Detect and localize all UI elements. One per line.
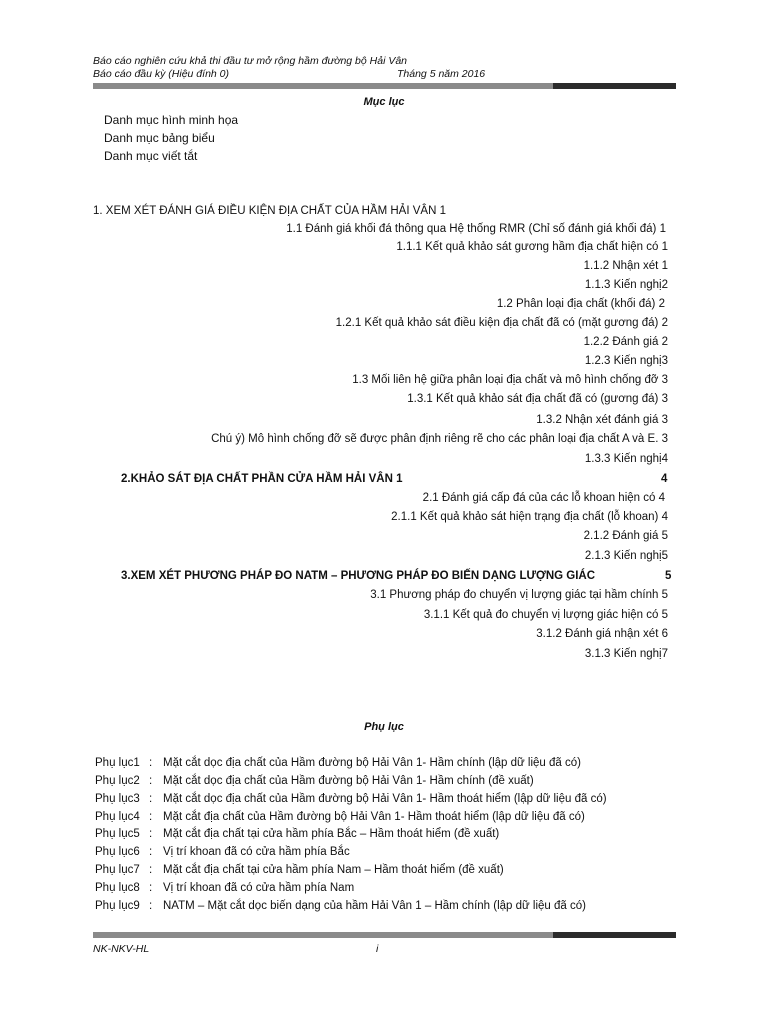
toc-entry[interactable]: 3.1 Phương pháp đo chuyển vị lượng giác tại hầm chính 5 <box>370 589 668 601</box>
toc-entry[interactable]: 1.3.2 Nhận xét đánh giá 3 <box>536 414 668 426</box>
front-item-tables[interactable]: Danh mục bảng biểu <box>104 131 215 145</box>
toc-title: Mục lục <box>363 96 405 108</box>
toc-page-number: 5 <box>665 570 672 582</box>
document-page: Báo cáo nghiên cứu khả thi đầu tư mở rộng hầm đường bộ Hải Vân Báo cáo đầu kỳ (Hiệu đính 0) Tháng 5 năm 2016 Mục lục Danh mục hình minh họa Danh mục bảng biểu Danh mục viết tắt 1. XEM XÉT ĐÁNH GIÁ ĐIỀU KIỆN ĐỊA CHẤT CỦA HẦM HẢI VÂN 1 1.1 Đánh giá khối đá thông qua Hệ thống RMR (Chỉ số đánh giá khối đá) 1 1.1.1 Kết quả khảo sát gương hầm địa chất hiện có 1 1.1.2 Nhận xét 1 1.1.3 Kiến nghị2 1.2 Phân loại địa chất (khối đá) 2 1.2.1 Kết quả khảo sát điều kiện địa chất đã có (mặt gương đá) 2 1.2.2 Đánh giá 2 1.2.3 Kiến nghị3 1.3 Mối liên hệ giữa phân loại địa chất và mô hình chống đỡ 3 1.3.1 Kết quả khảo sát địa chất đã có (gương đá) 3 1.3.2 Nhận xét đánh giá 3 Chú ý) Mô hình chống đỡ sẽ được phân định riêng rẽ cho các phân loại địa chất A và E. 3 1.3.3 Kiến nghị4 2.KHẢO SÁT ĐỊA CHẤT PHẦN CỬA HẦM HẢI VÂN 1 4 2.1 Đánh giá cấp đá của các lỗ khoan hiện có 4 2.1.1 Kết quả khảo sát hiện trạng địa chất (lỗ khoan) 4 2.1.2 Đánh giá 5 2.1.3 Kiến nghị5 3.XEM XÉT PHƯƠNG PHÁP ĐO NATM – PHƯƠNG PHÁP ĐO BIẾN DẠNG LƯỢNG GIÁC 5 3.1 Phương pháp đo chuyển vị lượng giác tại hầm chính 5 3.1.1 Kết quả đo chuyển vị lượng giác hiện có 5 3.1.2 Đánh giá nhận xét 6 3.1.3 Kiến nghị7 Phụ lục Phụ lục1 : Mặt cắt dọc địa chất của Hầm đường bộ Hải Vân 1- Hầm chính (lập dữ liệu đã có) Phụ lục2 : Mặt cắt dọc địa chất của Hầm đường bộ Hải Vân 1- Hầm chính (đề xuất) Phụ lục3 : Mặt cắt dọc địa chất của Hầm đường bộ Hải Vân 1- Hầm thoát hiểm (lập dữ liệu đã có) Phụ lục4 : Mặt cắt địa chất của Hầm đường bộ Hải Vân 1- Hầm thoát hiểm (lập dữ liệu đã có) Phụ lục5 : Mặt cắt địa chất tại cửa hầm phía Bắc – Hầm thoát hiểm (đề xuất) Phụ lục6 : Vị trí khoan đã có cửa hầm phía Bắc Phụ lục7 : Mặt cắt địa chất tại cửa hầm phía Nam – Hầm thoát hiểm (đề xuất) Phụ lục8 : Vị trí khoan đã có cửa hầm phía Nam Phụ lục9 : NATM – Mặt cắt dọc biến dạng của hầm Hải Vân 1 – Hầm chính (lập dữ liệu đã có) NK-NKV-HL i <box>0 0 768 1024</box>
toc-entry[interactable]: 1.3.1 Kết quả khảo sát địa chất đã có (gương đá) 3 <box>407 393 668 405</box>
toc-entry[interactable]: 1.1 Đánh giá khối đá thông qua Hệ thống RMR (Chỉ số đánh giá khối đá) 1 <box>286 223 666 235</box>
toc-entry[interactable]: 1.1.2 Nhận xét 1 <box>583 260 668 272</box>
toc-entry[interactable]: 3.1.2 Đánh giá nhận xét 6 <box>536 628 668 640</box>
toc-entry[interactable]: 1.3 Mối liên hệ giữa phân loại địa chất và mô hình chống đỡ 3 <box>352 374 668 386</box>
toc-entry[interactable]: 2.1.3 Kiến nghị5 <box>584 550 668 562</box>
footer-page-number: i <box>376 943 379 955</box>
toc-entry[interactable]: 3.XEM XÉT PHƯƠNG PHÁP ĐO NATM – PHƯƠNG PHÁP ĐO BIẾN DẠNG LƯỢNG GIÁC <box>121 570 596 582</box>
toc-entry[interactable]: 2.1.1 Kết quả khảo sát hiện trạng địa chất (lỗ khoan) 4 <box>391 511 668 523</box>
toc-entry[interactable]: 3.1.3 Kiến nghị7 <box>584 648 668 660</box>
toc-entry[interactable]: Chú ý) Mô hình chống đỡ sẽ được phân định riêng rẽ cho các phân loại địa chất A và E. 3 <box>211 433 668 445</box>
toc-entry[interactable]: 1.2.1 Kết quả khảo sát điều kiện địa chất đã có (mặt gương đá) 2 <box>335 317 668 329</box>
header-title: Báo cáo nghiên cứu khả thi đầu tư mở rộng hầm đường bộ Hải Vân <box>93 55 408 67</box>
toc-entry[interactable]: 2.1 Đánh giá cấp đá của các lỗ khoan hiện có 4 <box>422 492 665 504</box>
header-rule <box>93 83 676 89</box>
appendix-title: Phụ lục <box>364 721 404 733</box>
toc-entry[interactable]: 1.1.1 Kết quả khảo sát gương hầm địa chất hiện có 1 <box>396 241 668 253</box>
toc-entry[interactable]: 1.2 Phân loại địa chất (khối đá) 2 <box>496 298 665 310</box>
toc-entry[interactable]: 2.KHẢO SÁT ĐỊA CHẤT PHẦN CỬA HẦM HẢI VÂN 1 <box>121 473 403 485</box>
toc-entry[interactable]: 1.1.3 Kiến nghị2 <box>584 279 668 291</box>
toc-entry[interactable]: 2.1.2 Đánh giá 5 <box>583 530 668 542</box>
front-item-abbreviations[interactable]: Danh mục viết tắt <box>104 149 198 163</box>
footer-code: NK-NKV-HL <box>93 943 150 955</box>
front-item-figures[interactable]: Danh mục hình minh họa <box>104 113 239 127</box>
header-subtitle: Báo cáo đầu kỳ (Hiệu đính 0) <box>93 68 229 80</box>
header-date: Tháng 5 năm 2016 <box>397 68 486 80</box>
toc-entry[interactable]: 1.2.2 Đánh giá 2 <box>583 336 668 348</box>
toc-entry[interactable]: 1. XEM XÉT ĐÁNH GIÁ ĐIỀU KIỆN ĐỊA CHẤT CỦA HẦM HẢI VÂN 1 <box>93 205 446 217</box>
toc-entry[interactable]: 1.2.3 Kiến nghị3 <box>584 355 668 367</box>
toc-entry[interactable]: 1.3.3 Kiến nghị4 <box>584 453 668 465</box>
footer-rule <box>93 932 676 938</box>
toc-page-number: 4 <box>661 473 668 485</box>
toc-entry[interactable]: 3.1.1 Kết quả đo chuyển vị lượng giác hiện có 5 <box>423 609 668 621</box>
